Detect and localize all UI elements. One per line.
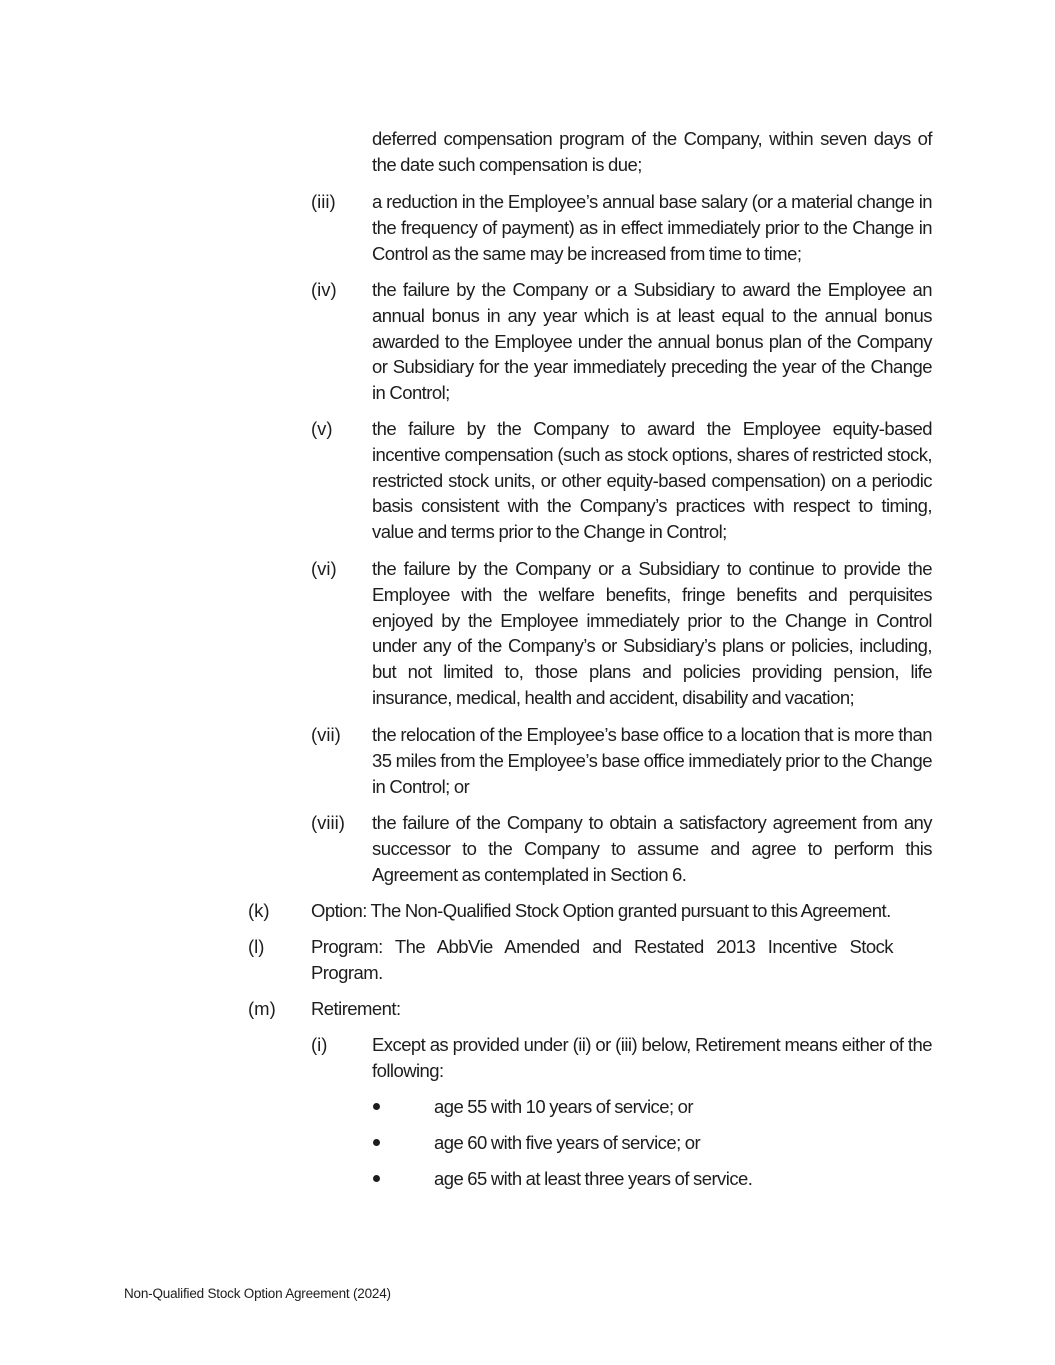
item-label: (l) [248, 936, 265, 957]
page-footer: Non-Qualified Stock Option Agreement (2024) [124, 1286, 391, 1301]
subitem-label: (v) [311, 418, 333, 439]
subitem-text: the failure by the Company or a Subsidiary to continue to provide the Employee with the welfare benefits, fringe benefits and perquisites enjoyed by the Employee immediately prior to the Change in Control under any of the Company’s or Subsidiary’s plans or policies, including, but not limited to, those plans and policies providing pension, life insurance, medical, health and accident, disability and vacation; [372, 558, 932, 708]
subitem-label: (viii) [311, 812, 345, 833]
bullet-text: age 65 with at least three years of service. [434, 1168, 753, 1189]
subitem-text: the failure by the Company to award the Employee equity-based incentive compensation (such as stock options, shares of restricted stock, restricted stock units, or other equity-based compensation) on a periodic basis consistent with the Company’s practices with respect to timing, value and terms prior to the Change in Control; [372, 418, 932, 543]
retirement-definition-text: Except as provided under (ii) or (iii) below, Retirement means either of the following: [372, 1034, 932, 1081]
bullet-icon [373, 1103, 380, 1110]
item-text-program: Program: The AbbVie Amended and Restated 2013 Incentive Stock Program. [311, 936, 893, 983]
item-label: (k) [248, 900, 270, 921]
item-label: (m) [248, 998, 276, 1019]
subitem-text: the relocation of the Employee’s base office to a location that is more than 35 miles from the Employee’s base office immediately prior to the Change in Control; or [372, 724, 932, 797]
subitem-text: the failure of the Company to obtain a satisfactory agreement from any successor to the Company to assume and agree to perform this Agreement as contemplated in Section 6. [372, 812, 932, 885]
subitem-label: (iii) [311, 191, 336, 212]
subitem-label: (vii) [311, 724, 341, 745]
subitem-label: (vi) [311, 558, 337, 579]
bullet-icon [373, 1175, 380, 1182]
bullet-icon [373, 1139, 380, 1146]
bullet-text: age 55 with 10 years of service; or [434, 1096, 694, 1117]
subitem-label: (i) [311, 1034, 328, 1055]
subitem-label: (iv) [311, 279, 337, 300]
subitem-text: the failure by the Company or a Subsidiary to award the Employee an annual bonus in any year which is at least equal to the annual bonus awarded to the Employee under the annual bonus plan of the Company or Subsidiary for the year immediately preceding the year of the Change in Control; [372, 279, 932, 404]
item-text-retirement: Retirement: [311, 998, 401, 1019]
item-text-option: Option: The Non-Qualified Stock Option granted pursuant to this Agreement. [311, 900, 891, 921]
bullet-text: age 60 with five years of service; or [434, 1132, 701, 1153]
continuation-text: deferred compensation program of the Company, within seven days of the date such compensation is due; [372, 128, 932, 175]
subitem-text: a reduction in the Employee’s annual base salary (or a material change in the frequency of payment) as in effect immediately prior to the Change in Control as the same may be increased from time to time; [372, 191, 932, 264]
